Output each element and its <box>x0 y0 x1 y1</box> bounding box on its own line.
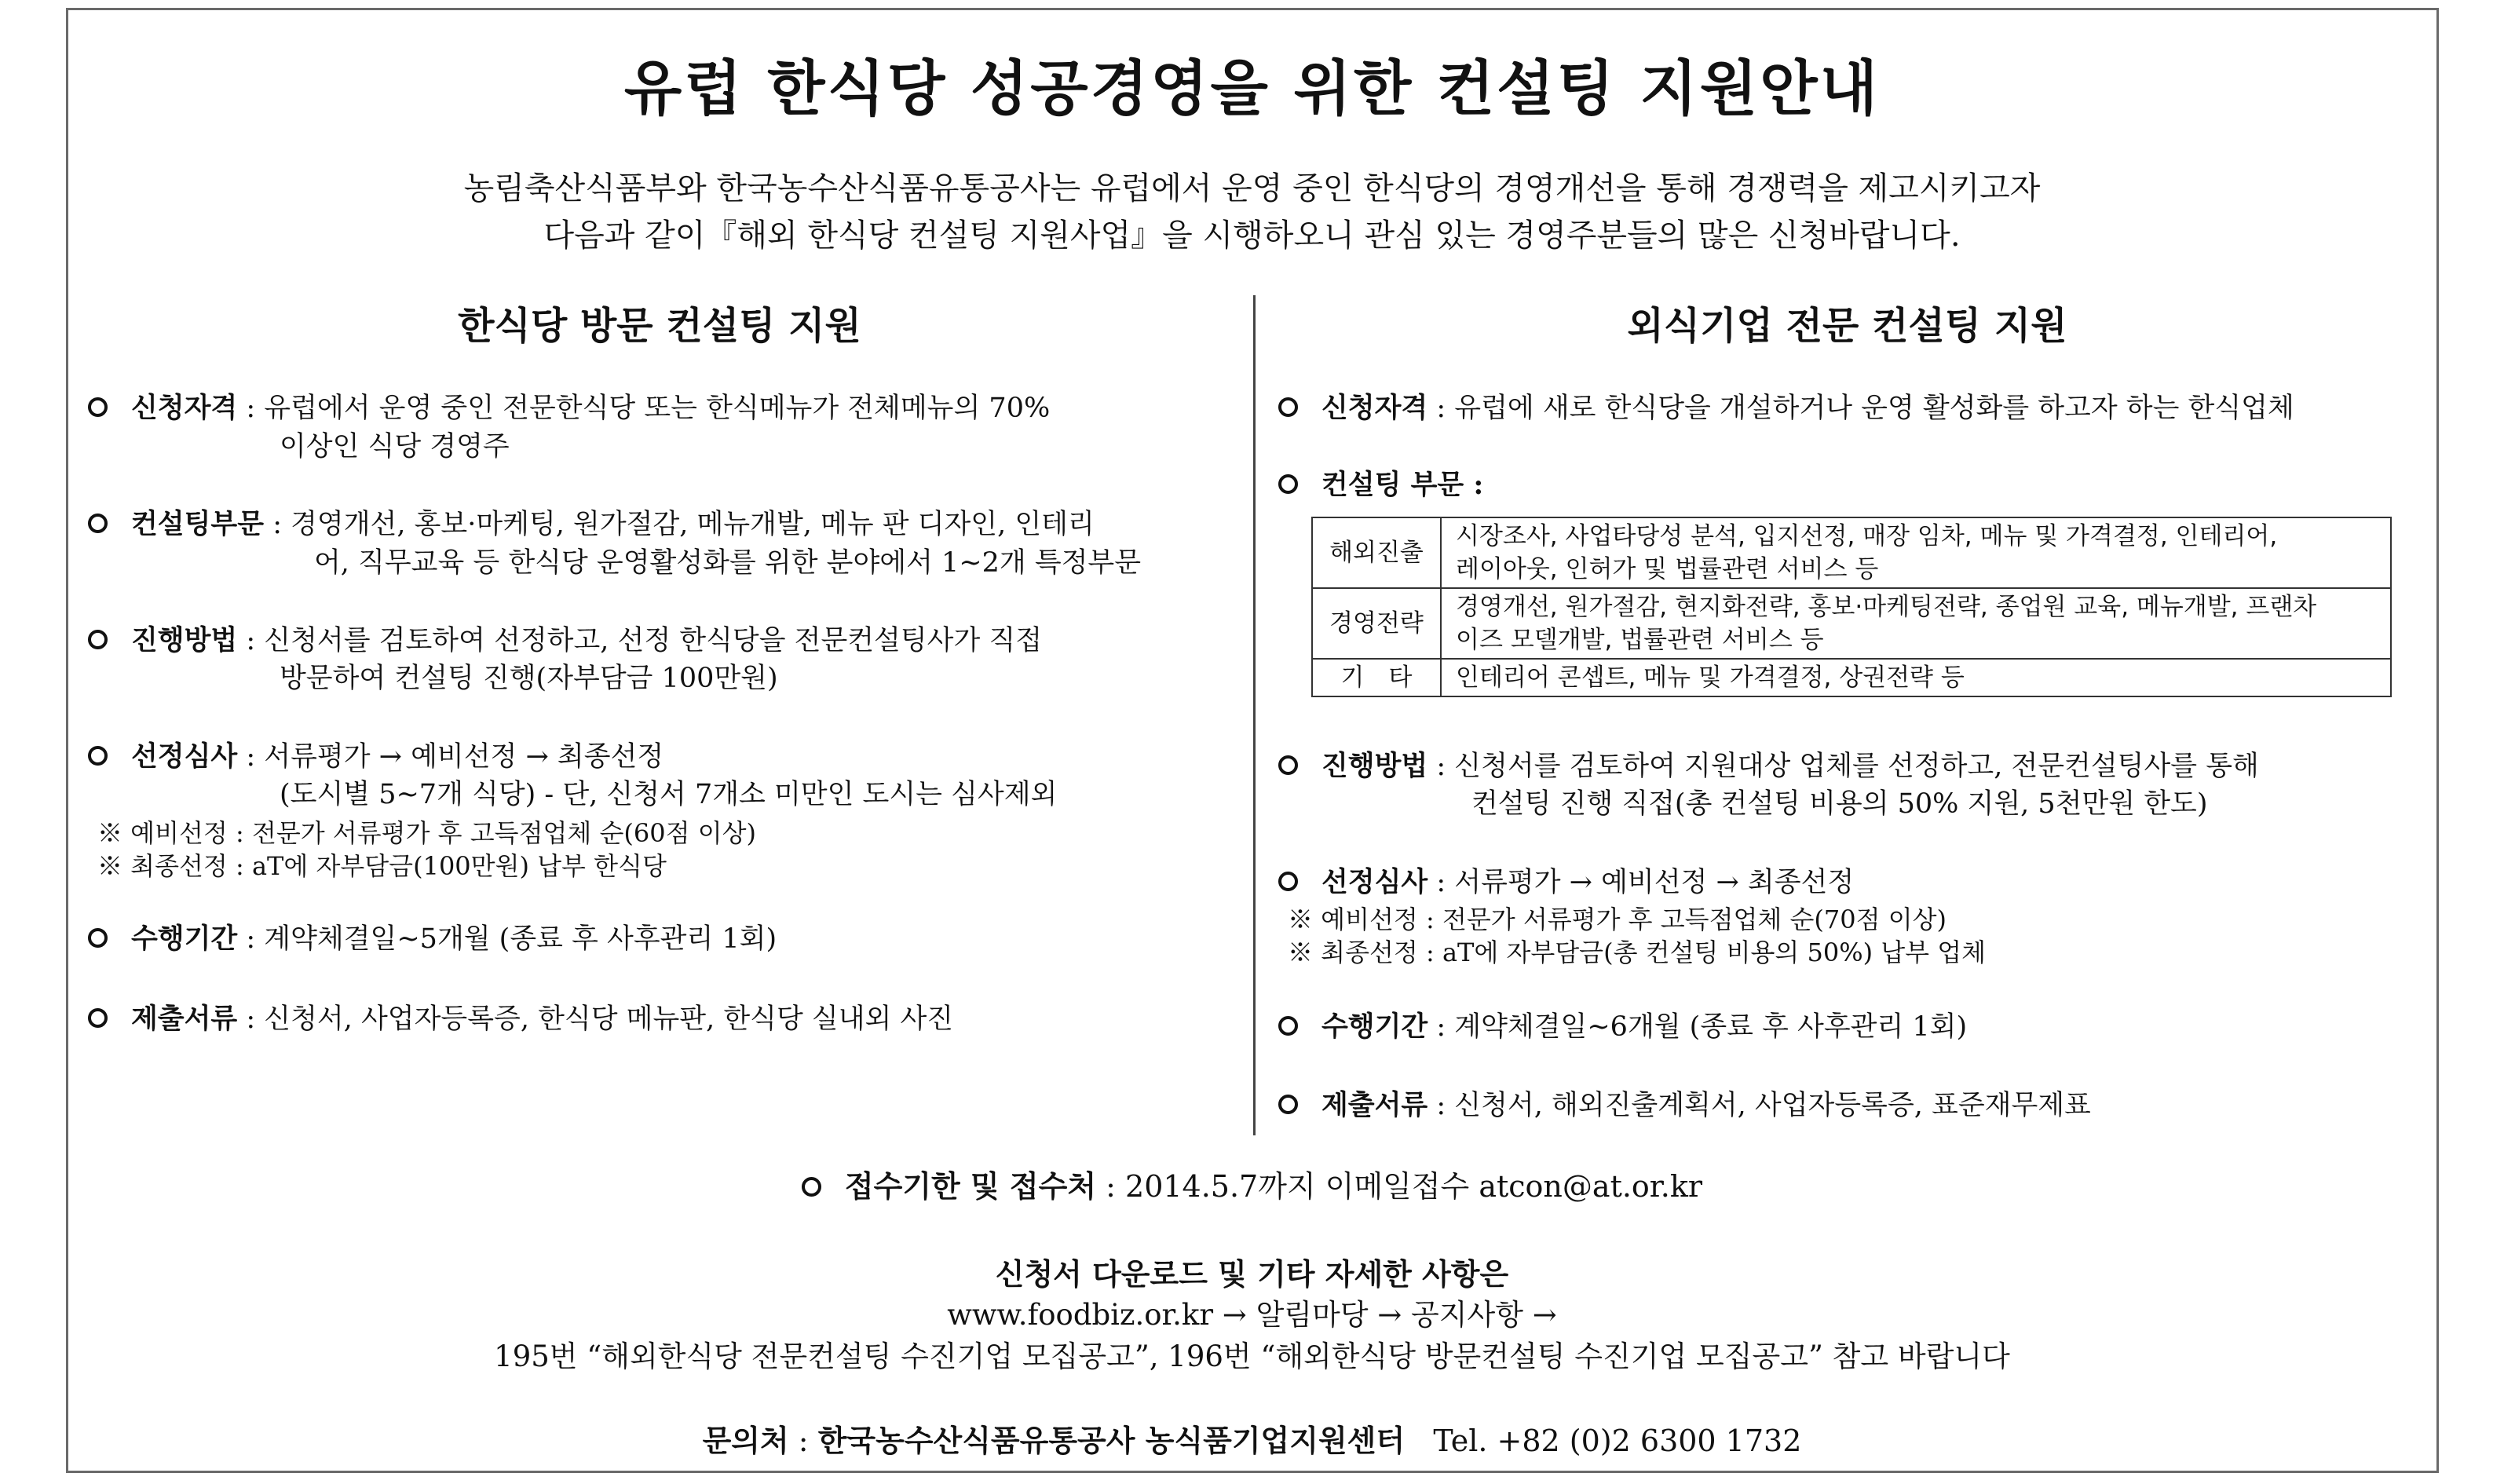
left-note-final: ※ 최종선정 : aT에 자부담금(100만원) 납부 한식당 <box>97 851 667 881</box>
bullet-icon <box>1278 755 1298 775</box>
right-method-cont: 컨설팅 진행 직접(총 컨설팅 비용의 50% 지원, 5천만원 한도) <box>1471 788 2208 820</box>
bullet-icon <box>1278 1016 1298 1036</box>
right-column-title: 외식기업 전문 컨설팅 지원 <box>1627 304 2067 348</box>
right-note-final: ※ 최종선정 : aT에 자부담금(총 컨설팅 비용의 50%) 납부 업체 <box>1288 938 1987 967</box>
bullet-icon <box>1278 474 1298 494</box>
left-documents: 제출서류 : 신청서, 사업자등록증, 한식당 메뉴판, 한식당 실내외 사진 <box>88 997 953 1036</box>
left-eligibility-cont: 이상인 식당 경영주 <box>280 431 510 462</box>
table-category: 경영전략 <box>1312 588 1441 659</box>
left-method: 진행방법 : 신청서를 검토하여 선정하고, 선정 한식당을 전문컨설팅사가 직접 <box>88 619 1042 658</box>
left-note-preliminary: ※ 예비선정 : 전문가 서류평가 후 고득점업체 순(60점 이상) <box>97 818 756 848</box>
column-divider <box>1253 295 1256 1135</box>
right-eligibility: 신청자격 : 유럽에 새로 한식당을 개설하거나 운영 활성화를 하고자 하는 한식업체 <box>1278 386 2294 426</box>
left-eligibility: 신청자격 : 유럽에서 운영 중인 전문한식당 또는 한식메뉴가 전체메뉴의 70% <box>88 386 1050 426</box>
bullet-icon <box>88 1008 108 1028</box>
right-method: 진행방법 : 신청서를 검토하여 지원대상 업체를 선정하고, 전문컨설팅사를 통해 <box>1278 744 2259 784</box>
right-period: 수행기간 : 계약체결일~6개월 (종료 후 사후관리 1회) <box>1278 1005 1967 1044</box>
left-consulting: 컨설팅부문 : 경영개선, 홍보·마케팅, 원가절감, 메뉴개발, 메뉴 판 디자인, 인테리 <box>88 503 1095 542</box>
document-title: 유럽 한식당 성공경영을 위한 컨설팅 지원안내 <box>623 53 1881 123</box>
contact: 문의처 : 한국농수산식품유통공사 농식품기업지원센터 Tel. +82 (0)2 6300 1732 <box>702 1423 1802 1458</box>
table-category: 기 타 <box>1312 659 1441 696</box>
left-consulting-cont: 어, 직무교육 등 한식당 운영활성화를 위한 분야에서 1~2개 특정부문 <box>314 547 1142 579</box>
bullet-icon <box>1278 872 1298 891</box>
table-row <box>1312 659 2391 696</box>
bullet-icon <box>88 397 108 417</box>
consulting-area-table <box>1311 517 2392 697</box>
intro-line-1: 농림축산식품부와 한국농수산식품유통공사는 유럽에서 운영 중인 한식당의 경영개선을 통해 경쟁력을 제고시키고자 <box>463 170 2041 207</box>
bullet-icon <box>1278 397 1298 417</box>
bullet-icon <box>88 514 108 533</box>
bullet-icon <box>1278 1095 1298 1114</box>
left-method-cont: 방문하여 컨설팅 진행(자부담금 100만원) <box>280 663 778 694</box>
intro-line-2: 다음과 같이『해외 한식당 컨설팅 지원사업』을 시행하오니 관심 있는 경영주분들의 많은 신청바랍니다. <box>543 217 1961 254</box>
left-period: 수행기간 : 계약체결일~5개월 (종료 후 사후관리 1회) <box>88 917 777 956</box>
left-selection-cont: (도시별 5~7개 식당) - 단, 신청서 7개소 미만인 도시는 심사제외 <box>280 779 1058 810</box>
download-heading: 신청서 다운로드 및 기타 자세한 사항은 <box>995 1256 1509 1292</box>
left-selection: 선정심사 : 서류평가 → 예비선정 → 최종선정 <box>88 735 663 774</box>
bullet-icon <box>802 1177 821 1197</box>
bullet-icon <box>88 630 108 649</box>
download-refs: 195번 “해외한식당 전문컨설팅 수진기업 모집공고”, 196번 “해외한식당 방문컨설팅 수진기업 모집공고” 참고 바랍니다 <box>494 1340 2010 1373</box>
table-category: 해외진출 <box>1312 517 1441 588</box>
table-description: 시장조사, 사업타당성 분석, 입지선정, 매장 임차, 메뉴 및 가격결정, 인테리어, 레이아웃, 인허가 및 법률관련 서비스 등 <box>1441 517 2391 588</box>
table-row <box>1312 588 2391 659</box>
right-selection: 선정심사 : 서류평가 → 예비선정 → 최종선정 <box>1278 861 1854 900</box>
right-note-preliminary: ※ 예비선정 : 전문가 서류평가 후 고득점업체 순(70점 이상) <box>1288 905 1947 934</box>
right-documents: 제출서류 : 신청서, 해외진출계획서, 사업자등록증, 표준재무제표 <box>1278 1084 2091 1123</box>
table-description: 경영개선, 원가절감, 현지화전략, 홍보·마케팅전략, 종업원 교육, 메뉴개발, 프랜차 이즈 모델개발, 법률관련 서비스 등 <box>1441 588 2391 659</box>
bullet-icon <box>88 746 108 766</box>
deadline: 접수기한 및 접수처 : 2014.5.7까지 이메일접수 atcon@at.or.kr <box>0 1162 2504 1205</box>
right-consulting-label: 컨설팅 부문 : <box>1278 463 1483 503</box>
download-path: www.foodbiz.or.kr → 알림마당 → 공지사항 → <box>947 1298 1557 1332</box>
left-column-title: 한식당 방문 컨설팅 지원 <box>458 304 861 348</box>
table-description: 인테리어 콘셉트, 메뉴 및 가격결정, 상권전략 등 <box>1441 659 2391 696</box>
bullet-icon <box>88 928 108 948</box>
table-row <box>1312 517 2391 588</box>
